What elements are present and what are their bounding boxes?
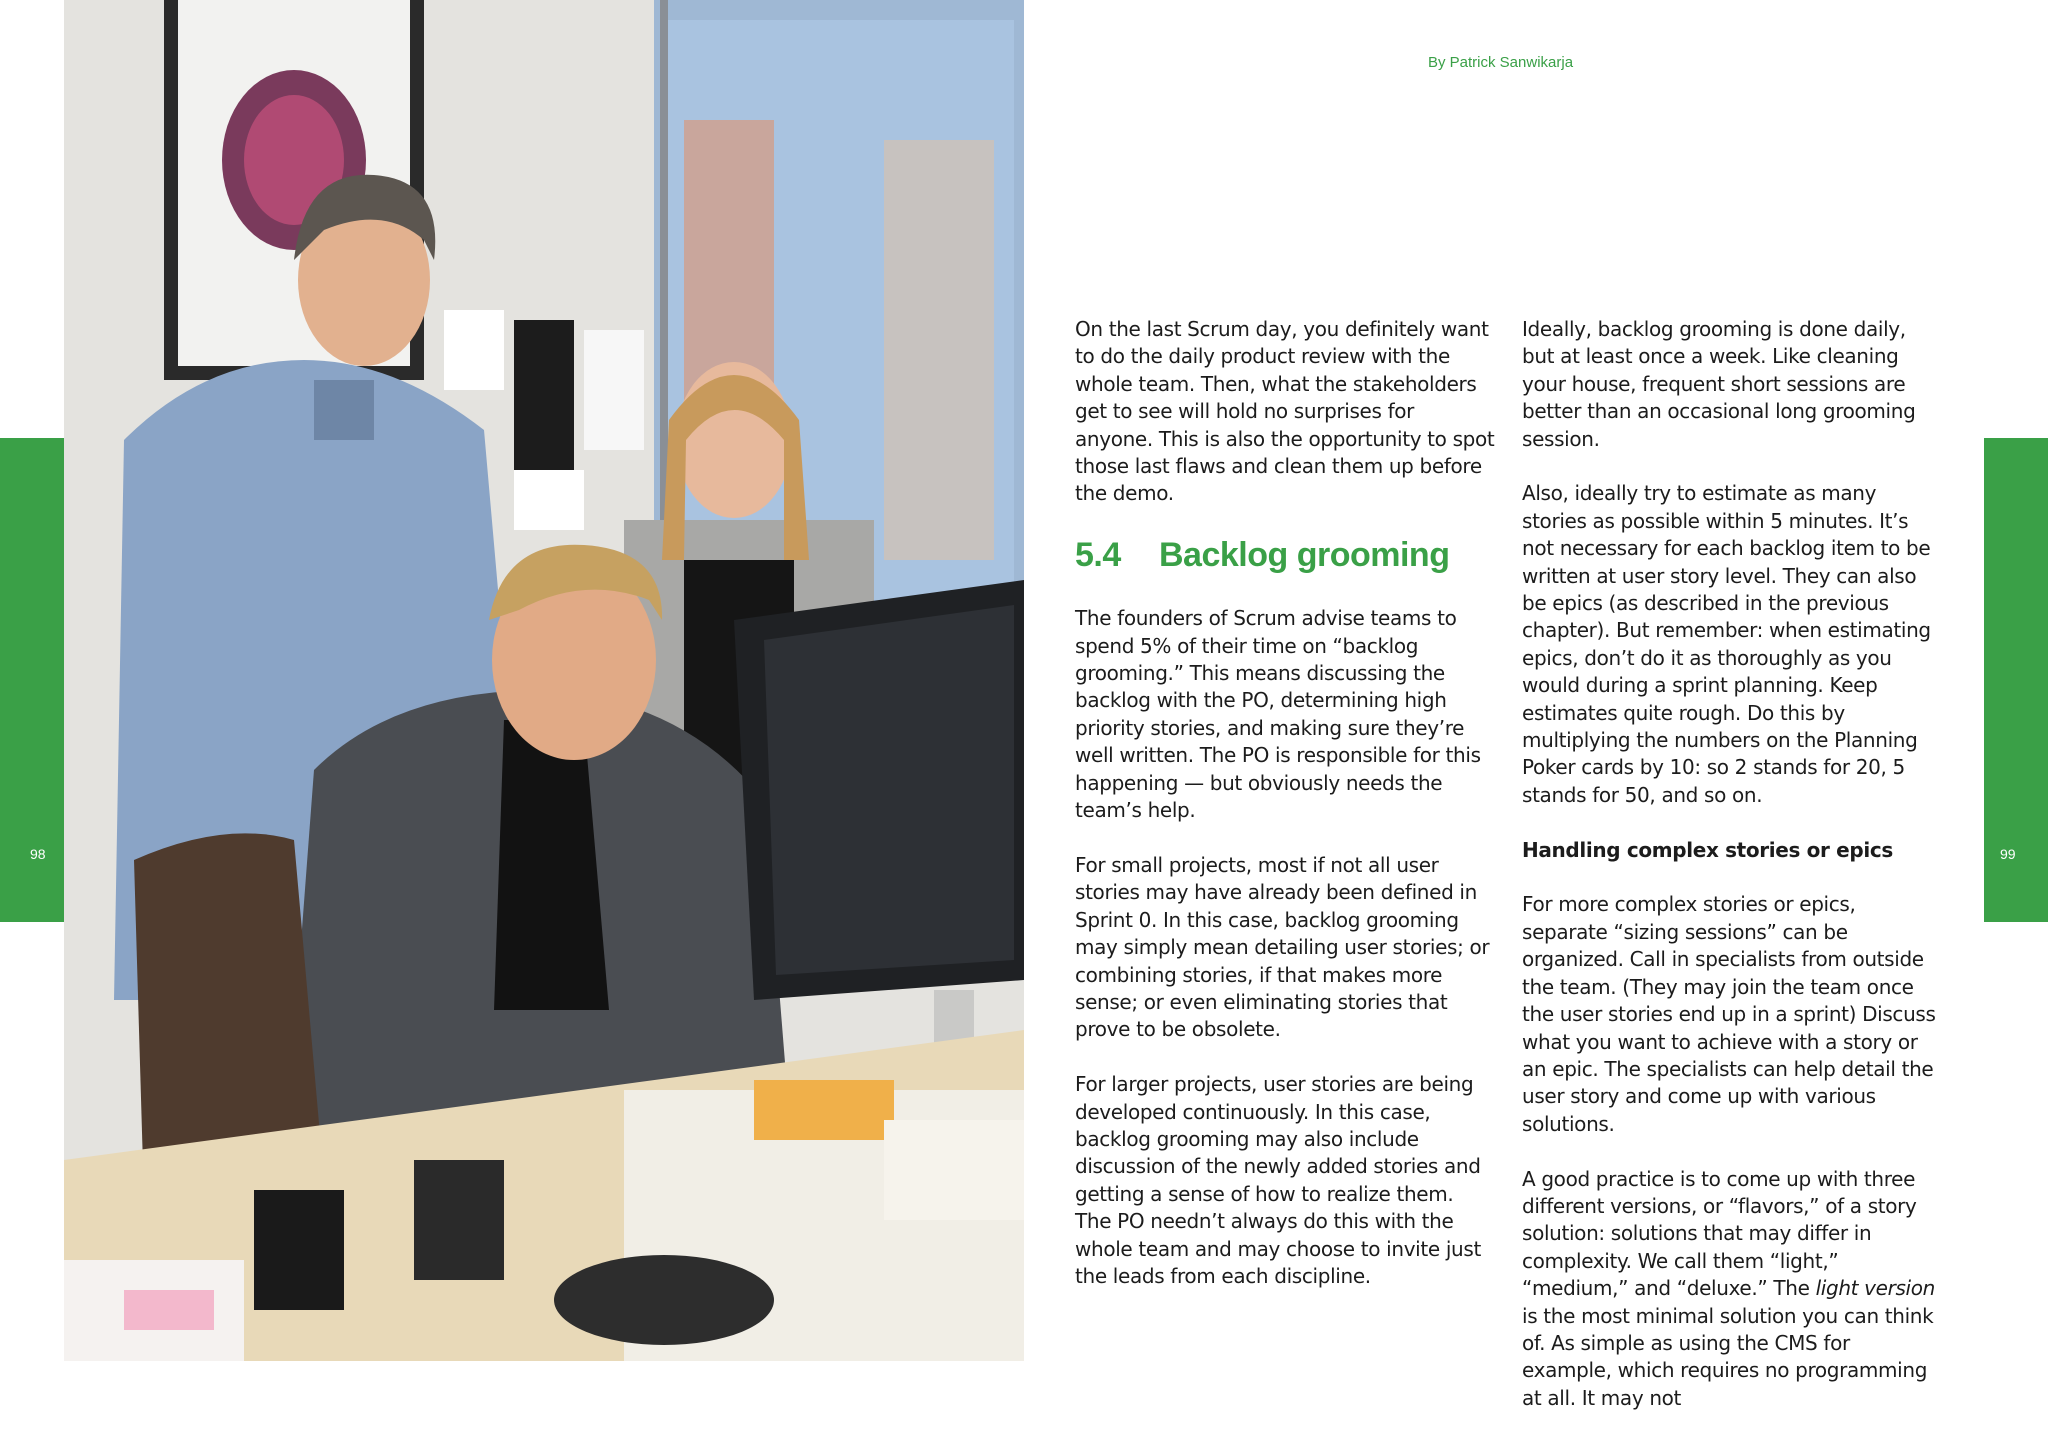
author-byline: By Patrick Sanwikarja xyxy=(1428,54,1574,71)
office-photo xyxy=(64,0,1024,1361)
section-number: 5.4 xyxy=(1075,536,1121,575)
paragraph-text: is the most minimal solution you can think of. As simple as using the CMS for example, which requires no programming at all. It may not xyxy=(1522,1303,1934,1410)
page-number-right: 99 xyxy=(2000,846,2016,862)
paragraph: For more complex stories or epics, separate “sizing sessions” can be organized. Call in specialists from outside the team. (They may join the team once the user stories end up in a sprint) Discuss what you want to achieve with a story or an epic. The specialists can help detail the user story and come up with various solutions. xyxy=(1522,892,1936,1136)
paragraph: On the last Scrum day, you definitely want to do the daily product review with the whole team. Then, what the stakeholders get to see will hold no surprises for anyone. This is also the opportunity to spot those last flaws and clean them up before the demo. xyxy=(1075,317,1495,506)
paragraph xyxy=(1522,1166,1942,1413)
emphasis-text: light version xyxy=(1815,1276,1935,1301)
right-green-tab xyxy=(1984,438,2048,922)
section-heading xyxy=(1075,535,1495,575)
office-photo-image xyxy=(64,0,1024,1361)
paragraph: For larger projects, user stories are being developed continuously. In this case, backlog grooming may also include discussion of the newly added stories and getting a sense of how to realize them. The PO needn’t always do this with the whole team and may choose to invite just the leads from each discipline. xyxy=(1075,1072,1481,1288)
subheading: Handling complex stories or epics xyxy=(1522,837,1893,862)
paragraph: Also, ideally try to estimate as many stories as possible within 5 minutes. It’s not necessary for each backlog item to be written at user story level. They can also be epics (as described in the previous chapter). But remember: when estimating epics, don’t do it as thoroughly as you would during a sprint planning. Keep estimates quite rough. Do this by multiplying the numbers on the Planning Poker cards by 10: so 2 stands for 20, 5 stands for 50, and so on. xyxy=(1522,481,1931,807)
paragraph: The founders of Scrum advise teams to spend 5% of their time on “backlog grooming.” This means discussing the backlog with the PO, determining high priority stories, and making sure they’re well written. The PO is responsible for this happening — but obviously needs the team’s help. xyxy=(1075,606,1481,823)
paragraph: Ideally, backlog grooming is done daily, but at least once a week. Like cleaning your house, frequent short sessions are better than an occasional long grooming session. xyxy=(1522,317,1916,451)
paragraph: For small projects, most if not all user stories may have already been defined in Sprint 0. In this case, backlog grooming may simply mean detailing user stories; or combining stories, if that makes more sense; or even eliminating stories that prove to be obsolete. xyxy=(1075,852,1490,1042)
text-column-left xyxy=(1075,316,1495,1318)
text-column-right xyxy=(1522,316,1942,1440)
section-title: Backlog grooming xyxy=(1159,536,1450,575)
page-number-left: 98 xyxy=(30,846,46,862)
paragraph-text: A good practice is to come up with three different versions, or “flavors,” of a story solution: solutions that may differ in complexity. We call them “light,” “medium,” and “deluxe.” The xyxy=(1522,1166,1917,1301)
